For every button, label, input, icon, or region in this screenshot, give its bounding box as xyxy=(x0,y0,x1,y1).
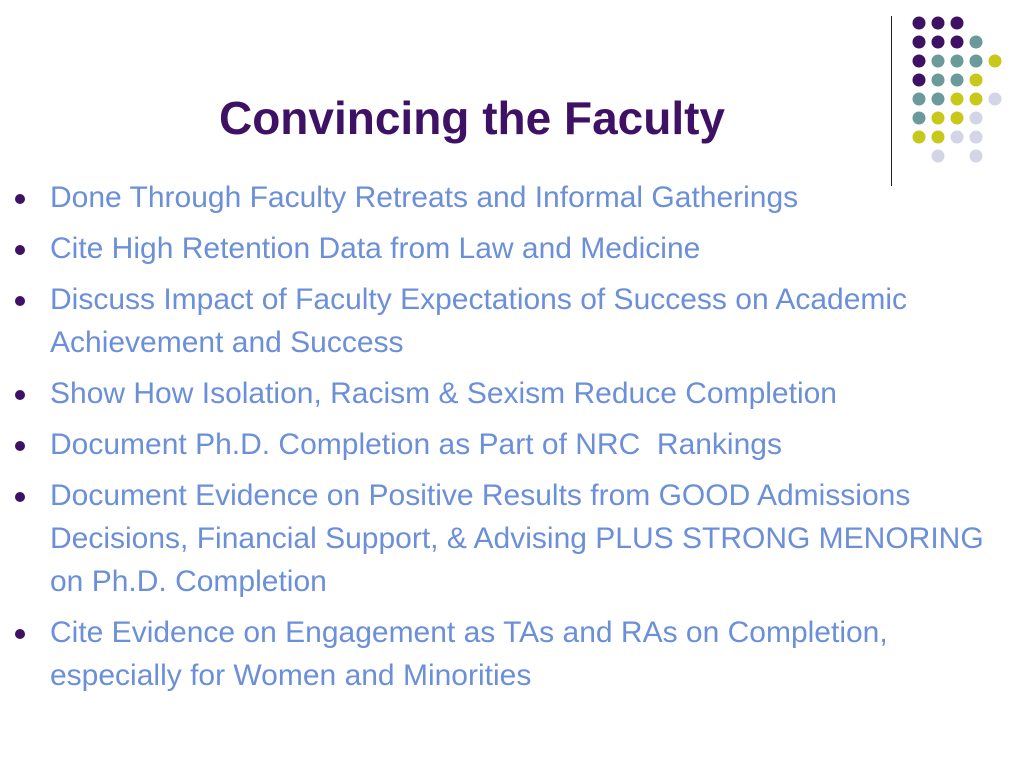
dot xyxy=(989,55,1002,68)
dot xyxy=(951,131,964,144)
bullet-item xyxy=(0,423,1024,466)
bullet-dot-icon xyxy=(15,492,25,502)
dot xyxy=(951,74,964,87)
dot xyxy=(951,112,964,125)
bullet-item xyxy=(0,372,1024,415)
dot xyxy=(970,74,983,87)
dot xyxy=(932,55,945,68)
bullet-dot-icon xyxy=(15,296,25,306)
dot xyxy=(913,36,926,49)
dot xyxy=(951,55,964,68)
dot xyxy=(951,93,964,106)
dot xyxy=(932,36,945,49)
bullet-item xyxy=(0,611,1024,697)
dot xyxy=(932,150,945,163)
bullet-item xyxy=(0,474,1024,603)
bullet-text: Show How Isolation, Racism & Sexism Reduce Completion xyxy=(50,377,837,410)
dot xyxy=(913,55,926,68)
dot xyxy=(970,55,983,68)
bullet-dot-icon xyxy=(15,629,25,639)
bullet-text: Document Evidence on Positive Results from GOOD Admissions Decisions, Financial Support, & Advising PLUS STRONG MENORING on Ph.D. Completion xyxy=(50,479,984,598)
bullet-dot-icon xyxy=(15,245,25,255)
bullet-text: Done Through Faculty Retreats and Informal Gatherings xyxy=(50,181,799,214)
dot xyxy=(913,74,926,87)
dot xyxy=(989,93,1002,106)
bullet-text: Discuss Impact of Faculty Expectations of Success on Academic Achievement and Success xyxy=(50,283,908,359)
bullet-text: Cite High Retention Data from Law and Medicine xyxy=(50,232,701,265)
dot xyxy=(970,93,983,106)
dot xyxy=(970,131,983,144)
dot xyxy=(970,36,983,49)
bullet-dot-icon xyxy=(15,441,25,451)
slide-title: Convincing the Faculty xyxy=(218,92,726,144)
bullet-text: Document Ph.D. Completion as Part of NRC Rankings xyxy=(50,428,782,461)
dot xyxy=(932,74,945,87)
bullet-list xyxy=(0,176,1024,705)
dot xyxy=(970,112,983,125)
bullet-dot-icon xyxy=(15,194,25,204)
dot xyxy=(970,150,983,163)
bullet-dot-icon xyxy=(15,390,25,400)
bullet-item xyxy=(0,227,1024,270)
dot xyxy=(932,17,945,30)
bullet-text: Cite Evidence on Engagement as TAs and RAs on Completion, especially for Women and Minorities xyxy=(50,616,888,692)
dot xyxy=(951,36,964,49)
bullet-item xyxy=(0,176,1024,219)
dot xyxy=(913,17,926,30)
bullet-item xyxy=(0,278,1024,364)
dot xyxy=(951,17,964,30)
